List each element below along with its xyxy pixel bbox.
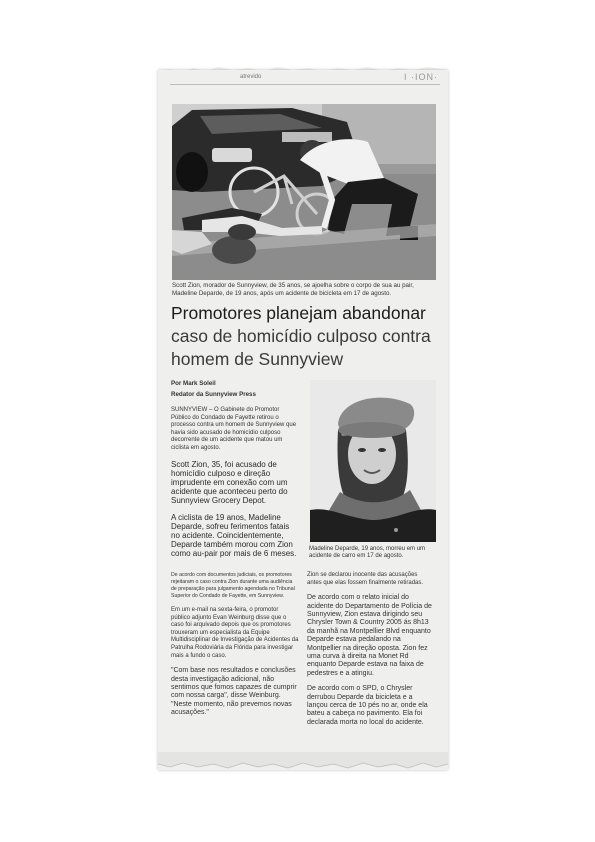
page-header-strip	[170, 72, 440, 85]
torn-bottom-edge	[158, 752, 448, 774]
byline-role: Redator da Sunnyview Press	[171, 391, 256, 398]
victim-portrait-photo	[310, 380, 436, 542]
accident-photo	[172, 104, 436, 280]
byline	[171, 378, 301, 400]
article-paragraph: "Com base nos resultados e conclusões desta investigação adicional, não sentimos que fomos capazes de cumprir com nossa carga", disse Weinburg. "Neste momento, não prevemos novas acusações."	[171, 667, 297, 717]
article-paragraph: De acordo com o SPD, o Chrysler derrubou Deparde da bicicleta e a lançou cerca de 10 pés no ar, onde ela bateu a cabeça no pavimento. Ela foi declarada morta no local do acidente.	[307, 685, 428, 726]
article-paragraph: Zion se declarou inocente das acusações antes que elas fossem finalmente retiradas.	[307, 572, 424, 586]
headline-line-3: homem de Sunnyview	[171, 349, 344, 369]
portrait-caption: Madeline Deparde, 19 anos, morreu em um acidente de carro em 17 de agosto.	[309, 546, 426, 560]
header-right-fragment: I ·ION·	[404, 72, 438, 82]
headline-line-2: caso de homicídio culposo contra	[171, 326, 431, 346]
headline	[171, 302, 439, 371]
article-paragraph: De acordo com documentos judiciais, os promotores rejeitaram o caso contra Zion durante uma audiência de preparação para julgamento agendada no Tribunal Superior do Condado de Fayette, em Sunnyview.	[171, 572, 295, 599]
article-paragraph: De acordo com o relato inicial do acidente do Departamento de Polícia de Sunnyview, Zion estava dirigindo seu Chrysler Town & Country 2005 ás 8h13 da manhã na Montpellier Blvd enquanto Deparde estava pedalando na Montpellier na direção oposta. Zion fez uma curva à direita na Monet Rd enquanto Deparde estava na faixa de pedestres e a atingiu.	[307, 594, 432, 677]
article-paragraph: Em um e-mail na sexta-feira, o promotor público adjunto Evan Weinburg disse que o caso foi arquivado depois que os promotores trouxeram um especialista da Equipe Multidisciplinar de Investigação de Acidentes da Patrulha Rodoviária da Flórida para investigar mais a fundo o caso.	[171, 607, 299, 659]
article-paragraph: SUNNYVIEW – O Gabinete do Promotor Público do Condado de Fayette retirou o processo contra um homem de Sunnyview que havia sido acusado de homicídio culposo decorrente de um acidente que matou um ciclista em agosto.	[171, 407, 297, 451]
photo-caption: Scott Zion, morador de Sunnyview, de 35 anos, se ajoelha sobre o corpo de sua au pair, Madeline Deparde, de 19 anos, após um acidente de bicicleta em 17 de agosto.	[172, 282, 414, 297]
article-column-c	[307, 572, 433, 734]
article-column-a	[171, 407, 299, 566]
byline-author: Por Mark Soleil	[171, 380, 216, 387]
headline-line-1: Promotores planejam abandonar	[171, 303, 426, 323]
header-word: atrevido	[240, 74, 262, 80]
article-paragraph: A ciclista de 19 anos, Madeline Deparde, sofreu ferimentos fatais no acidente. Coincidentemente, Deparde também morou com Zion como au-pair por mais de 6 meses.	[171, 512, 297, 559]
article-column-b	[171, 572, 299, 725]
article-paragraph: Scott Zion, 35, foi acusado de homicídio culposo e direção imprudente em conexão com um acidente que aconteceu perto do Sunnyview Grocery Depot.	[171, 459, 288, 506]
